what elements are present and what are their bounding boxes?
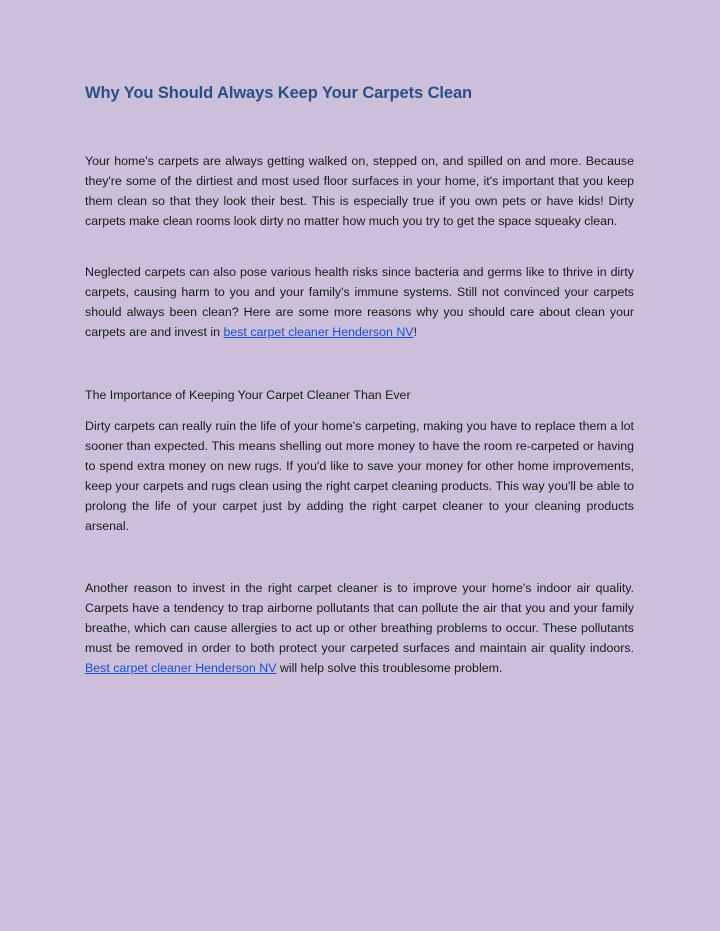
paragraph-air-quality (85, 578, 634, 678)
paragraph-health-risks (85, 262, 634, 342)
page-title: Why You Should Always Keep Your Carpets Clean (85, 84, 472, 102)
paragraph-text: will help solve this troublesome problem. (276, 661, 503, 675)
paragraph-text: ! (413, 325, 418, 339)
carpet-cleaner-link[interactable]: best carpet cleaner Henderson NV (223, 325, 414, 339)
section-subheading: The Importance of Keeping Your Carpet Cleaner Than Ever (85, 388, 411, 402)
paragraph-text: Another reason to invest in the right carpet cleaner is to improve your home's indoor air quality. Carpets have a tendency to trap airborne pollutants that can pollute the air that you and your family breathe, which can cause allergies to act up or other breathing problems to occur. These pollutants must be removed in order to both protect your carpeted surfaces and maintain air quality indoors. (85, 581, 634, 655)
carpet-cleaner-link-2[interactable]: Best carpet cleaner Henderson NV (85, 661, 277, 675)
paragraph-intro: Your home's carpets are always getting walked on, stepped on, and spilled on and more. Because they're some of the dirtiest and most used floor surfaces in your home, it's important that you keep them clean so that they look their best. This is especially true if you own pets or have kids! Dirty carpets make clean rooms look dirty no matter how much you try to get the space squeaky clean. (85, 154, 634, 228)
paragraph-text: Neglected carpets can also pose various health risks since bacteria and germs like to thrive in dirty carpets, causing harm to you and your family's immune systems. Still not convinced your carpets should always been clean? Here are some more reasons why you should care about clean your carpets are and invest in (85, 265, 634, 339)
paragraph-carpet-life: Dirty carpets can really ruin the life of your home's carpeting, making you have to replace them a lot sooner than expected. This means shelling out more money to have the room re-carpeted or having to spend extra money on new rugs. If you'd like to save your money for other home improvements, keep your carpets and rugs clean using the right carpet cleaning products. This way you'll be able to prolong the life of your carpet just by adding the right carpet cleaner to your cleaning products arsenal. (85, 419, 634, 533)
